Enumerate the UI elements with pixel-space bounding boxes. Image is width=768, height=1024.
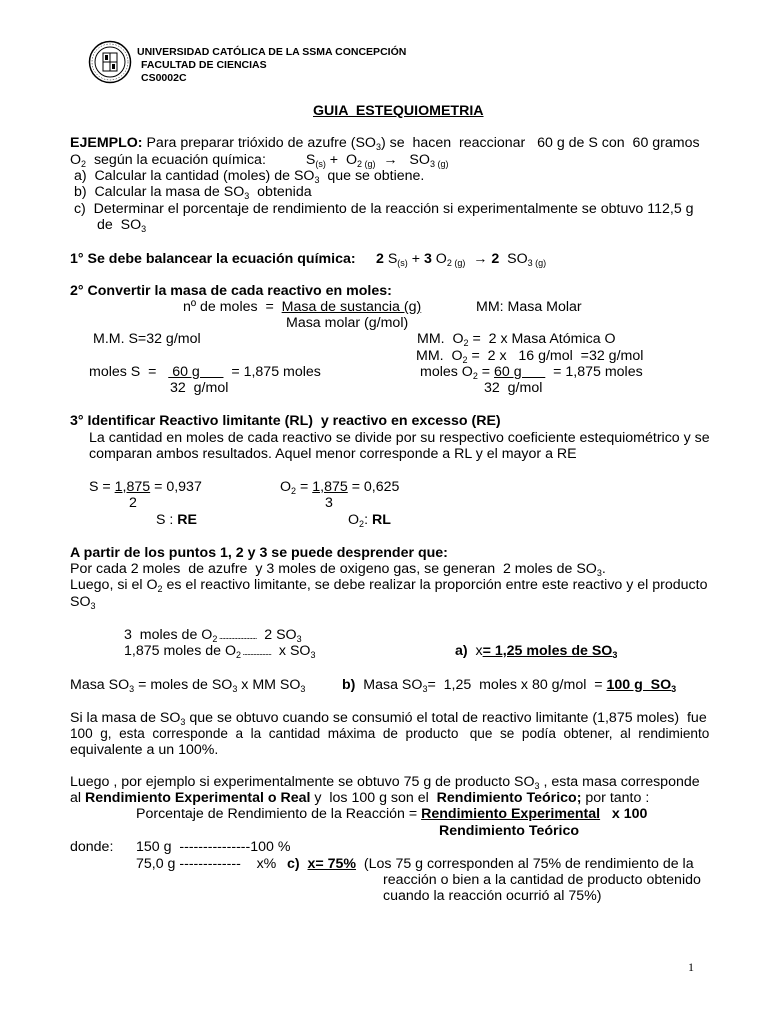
o2-ratio-den: 3 [325,495,333,511]
moles-s-calc: moles S = 60 g = 1,875 moles [89,364,321,380]
answer-a: a) x= 1,25 moles de $SO_3$ [455,643,618,660]
step3-label: 3° Identificar Reactivo limitante (RL) y reactivo en excesso (RE) [70,413,501,429]
para1-line3: equivalente a un 100%. [70,742,219,758]
step3-text2: comparan ambos resultados. Aquel menor corresponde a RL y el mayor a RE [89,446,577,462]
question-b: b) Calcular la masa de $SO_3$ obtenida [70,184,312,201]
para2-line2: al Rendimiento Experimental o Real y los 100 g son el Rendimiento Teórico; por tanto : [70,790,650,806]
para1-line2: 100 g, esta corresponde a la cantidad máxima de producto que se podía obtener, al rendimiento [70,726,710,741]
yield-formula-den: Rendimiento Teórico [439,823,580,839]
university-seal [88,40,132,84]
o2-limiting-tag: $O_2$: RL [348,512,391,529]
moles-s-den: 32 g/mol [170,380,229,396]
answer-c-line2: reacción o bien a la cantidad de producto obtenido [383,872,701,888]
question-c-cont: de $SO_3$ [97,217,147,234]
molar-mass-o2-line1: MM. $O_2 = 2$ x Masa Atómica O [417,331,616,348]
para1-line1: Si la masa de $SO_3$ que se obtuvo cuando se consumió el total de reactivo limitante (1,875 moles) fue [70,710,707,727]
answer-c-line3: cuando la reacción ocurrió al 75%) [383,888,602,904]
s-ratio: S = 1,875 = 0,937 [89,479,202,495]
example-line2: $O_2$ según la ecuación química: $S_{(s)} + O_{2 (g)} \to SO_{3 (g)}$ [70,152,449,169]
conclusion-line3: $SO_3$ [70,594,96,611]
question-a: a) Calcular la cantidad (moles) de $SO_3$ que se obtiene. [70,168,425,185]
rule-row1: 150 g ---------------100 % [136,839,291,855]
s-excess-tag: S : RE [156,512,198,528]
mass-formula: Masa $SO_3$ = moles de $SO_3$ x MM $SO_3$ [70,677,306,694]
para2-line1: Luego , por ejemplo si experimentalmente se obtuvo 75 g de producto $SO_3$ , esta masa corresponde [70,774,700,791]
conclusion-line1: Por cada 2 moles de azufre y 3 moles de oxigeno gas, se generan 2 moles de $SO_3$. [70,561,606,578]
conclusion-label: A partir de los puntos 1, 2 y 3 se puede desprender que: [70,545,448,561]
proportion-row1: 3 moles de $O_2$ ......................... 2 $SO_3$ [124,627,302,644]
molar-mass-definition: MM: Masa Molar [476,299,582,315]
header-faculty: FACULTAD DE CIENCIAS [141,59,267,71]
moles-o2-calc: moles $O_2 = 60$ g = 1,875 moles [420,364,643,381]
proportion-row2: 1,875 moles de $O_2$ ................... x $SO_3$ [124,643,316,660]
conclusion-line2: Luego, si el $O_2$ es el reactivo limitante, se debe realizar la proporción entre este reactivo y el producto [70,577,708,594]
step1-equation: 2 $S_{(s)} + 3$ $O_{2 (g)} \to 2$ $SO_{3 (g)}$ [376,251,547,268]
molar-mass-o2-line2: MM. $O_2 = 2$ x 16 g/mol =32 g/mol [416,348,644,365]
s-ratio-den: 2 [129,495,137,511]
rule-row2: 75,0 g ------------- x% [136,856,277,872]
yield-formula: Porcentaje de Rendimiento de la Reacción = Rendimiento Experimental x 100 [136,806,648,822]
page-number: 1 [688,960,694,974]
step2-label: 2° Convertir la masa de cada reactivo en moles: [70,283,392,299]
molar-mass-s: M.M. S=32 g/mol [93,331,201,347]
moles-formula-numerator: nº de moles = Masa de sustancia (g) [183,299,422,315]
step1-label: 1° Se debe balancear la ecuación química: [70,251,356,267]
page-title: GUIA ESTEQUIOMETRIA [313,103,484,119]
header-university: UNIVERSIDAD CATÓLICA DE LA SSMA CONCEPCIÓN [137,46,407,58]
question-c: c) Determinar el porcentaje de rendimiento de la reacción si experimentalmente se obtuvo 112,5 g [70,201,694,217]
moles-formula-denominator: Masa molar (g/mol) [286,315,409,331]
header-course: CS0002C [141,72,187,84]
example-line1: EJEMPLO: Para preparar trióxido de azufre $(SO_3)$ se hacen reaccionar 60 g de S con 60 gramos [70,135,700,152]
donde-label: donde: [70,839,114,855]
answer-c: c) x= 75% (Los 75 g corresponden al 75% de rendimiento de la [287,856,694,872]
step3-text1: La cantidad en moles de cada reactivo se divide por su respectivo coeficiente estequiométrico y se [89,430,710,446]
moles-o2-den: 32 g/mol [484,380,543,396]
answer-b: b) Masa $SO_3= 1,25$ moles x 80 g/mol = 100 g $SO_3$ [342,677,677,694]
o2-ratio: $O_2 = 1,875 = 0,625$ [280,479,400,496]
